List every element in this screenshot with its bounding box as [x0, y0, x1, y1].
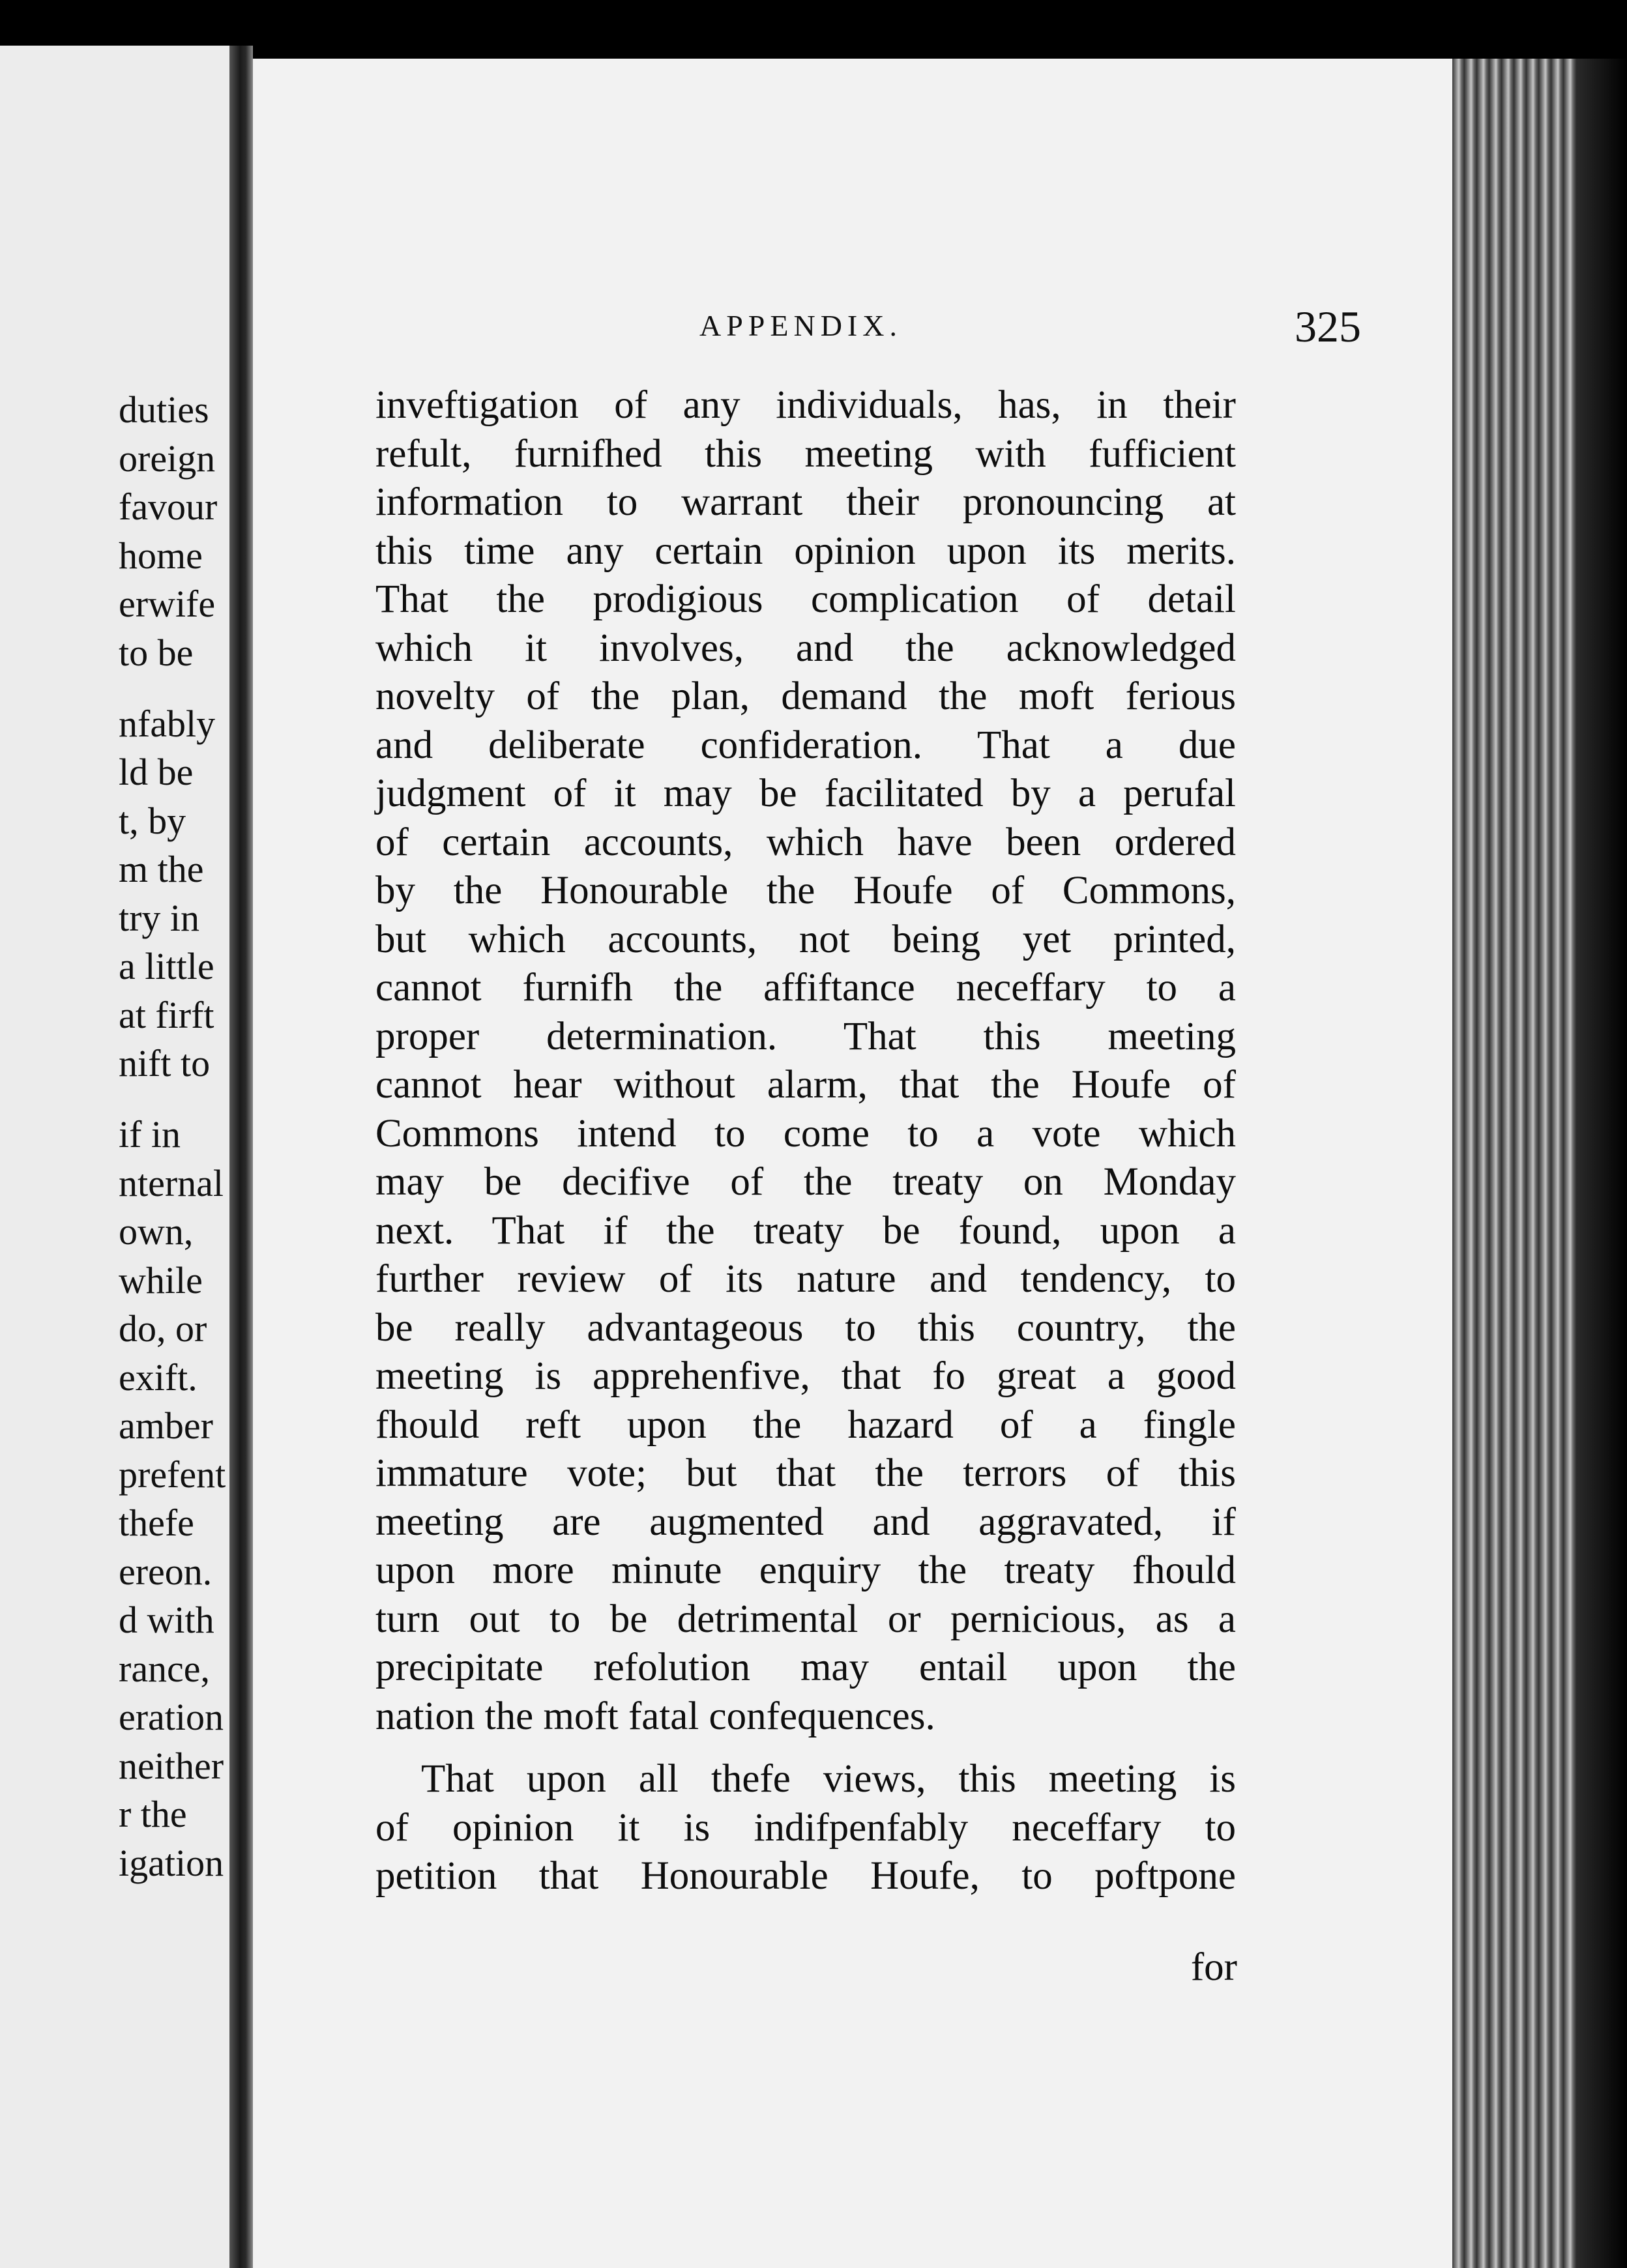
facing-line: ereon. — [119, 1550, 213, 1593]
text-line: inveftigation of any individuals, has, in their — [375, 383, 1236, 427]
text-line: which it involves, and the acknowledged — [375, 626, 1236, 670]
facing-line: own, — [119, 1210, 194, 1253]
text-line: That upon all thefe views, this meeting is — [421, 1757, 1236, 1801]
text-line: judgment of it may be facilitated by a perufal — [375, 772, 1236, 815]
main-page — [253, 59, 1452, 2268]
facing-line: exift. — [119, 1356, 198, 1399]
text-line: Commons intend to come to a vote which — [375, 1111, 1236, 1156]
facing-line: try in — [119, 896, 200, 939]
facing-line: r the — [119, 1793, 187, 1835]
facing-line: to be — [119, 631, 194, 674]
facing-line: while — [119, 1258, 203, 1301]
running-head: APPENDIX. — [699, 309, 902, 342]
body-text — [375, 381, 1236, 1901]
text-line: That the prodigious complication of detail — [375, 577, 1236, 621]
page-edges — [1452, 59, 1576, 2268]
facing-line: at firft — [119, 993, 214, 1036]
facing-line: thefe — [119, 1502, 194, 1544]
facing-line: if in — [119, 1113, 181, 1156]
text-line: but which accounts, not being yet printed, — [375, 917, 1236, 961]
paragraph — [375, 1755, 1236, 1901]
text-line: meeting is apprehenfive, that fo great a good — [375, 1354, 1236, 1398]
paragraph-gap — [375, 1741, 1236, 1755]
facing-line: m the — [119, 848, 204, 890]
text-line: nation the moft fatal confequences. — [375, 1694, 935, 1738]
text-line: by the Honourable the Houfe of Commons, — [375, 869, 1236, 912]
facing-line: erwife — [119, 583, 216, 625]
facing-line: nift to — [119, 1042, 211, 1084]
facing-line: t, by — [119, 799, 186, 842]
facing-line: d with — [119, 1599, 214, 1641]
text-line: upon more minute enquiry the treaty fhould — [375, 1548, 1236, 1592]
facing-line: favour — [119, 486, 218, 528]
text-line: turn out to be detrimental or pernicious, as a — [375, 1597, 1236, 1641]
facing-line: nfably — [119, 702, 216, 745]
edge-shadow — [1576, 59, 1627, 2268]
text-line: immature vote; but that the terrors of this — [375, 1451, 1236, 1495]
facing-line: prefent — [119, 1453, 226, 1496]
text-line: proper determination. That this meeting — [375, 1014, 1236, 1058]
text-line: this time any certain opinion upon its merits. — [375, 529, 1236, 573]
page-number: 325 — [1295, 302, 1361, 351]
text-line: next. That if the treaty be found, upon a — [375, 1208, 1236, 1253]
paragraph — [375, 381, 1236, 1741]
text-line: of opinion it is indifpenfably neceffary to — [375, 1805, 1236, 1850]
facing-line: home — [119, 534, 203, 577]
facing-line: do, or — [119, 1307, 207, 1350]
facing-line: amber — [119, 1404, 213, 1447]
text-line: fhould reft upon the hazard of a fingle — [375, 1403, 1236, 1447]
text-line: cannot hear without alarm, that the Houfe of — [375, 1063, 1236, 1107]
facing-line: igation — [119, 1841, 224, 1884]
text-line: of certain accounts, which have been ordered — [375, 820, 1236, 864]
text-line: further review of its nature and tendency, to — [375, 1257, 1236, 1301]
text-line: refult, furnifhed this meeting with fufficient — [375, 431, 1236, 476]
facing-line: neither — [119, 1744, 224, 1787]
facing-line: duties — [119, 388, 209, 431]
text-line: cannot furnifh the affiftance neceffary to a — [375, 966, 1236, 1010]
facing-line: a little — [119, 945, 214, 987]
facing-line: rance, — [119, 1647, 211, 1690]
text-line: petition that Honourable Houfe, to poftpone — [375, 1854, 1236, 1898]
facing-line: oreign — [119, 437, 216, 480]
facing-page — [0, 46, 229, 2268]
book-gutter — [229, 46, 253, 2268]
facing-line: nternal — [119, 1161, 224, 1204]
text-line: information to warrant their pronouncing at — [375, 480, 1236, 524]
catchword: for — [1190, 1945, 1237, 1989]
text-line: novelty of the plan, demand the moft ferious — [375, 675, 1236, 718]
text-line: precipitate refolution may entail upon the — [375, 1646, 1236, 1689]
facing-line: ld be — [119, 751, 194, 793]
text-line: be really advantageous to this country, the — [375, 1305, 1236, 1350]
text-line: may be decifive of the treaty on Monday — [375, 1160, 1236, 1204]
text-line: meeting are augmented and aggravated, if — [375, 1500, 1236, 1544]
text-line: and deliberate confideration. That a due — [375, 723, 1236, 767]
facing-page-text — [0, 46, 229, 2268]
facing-line: eration — [119, 1696, 224, 1738]
